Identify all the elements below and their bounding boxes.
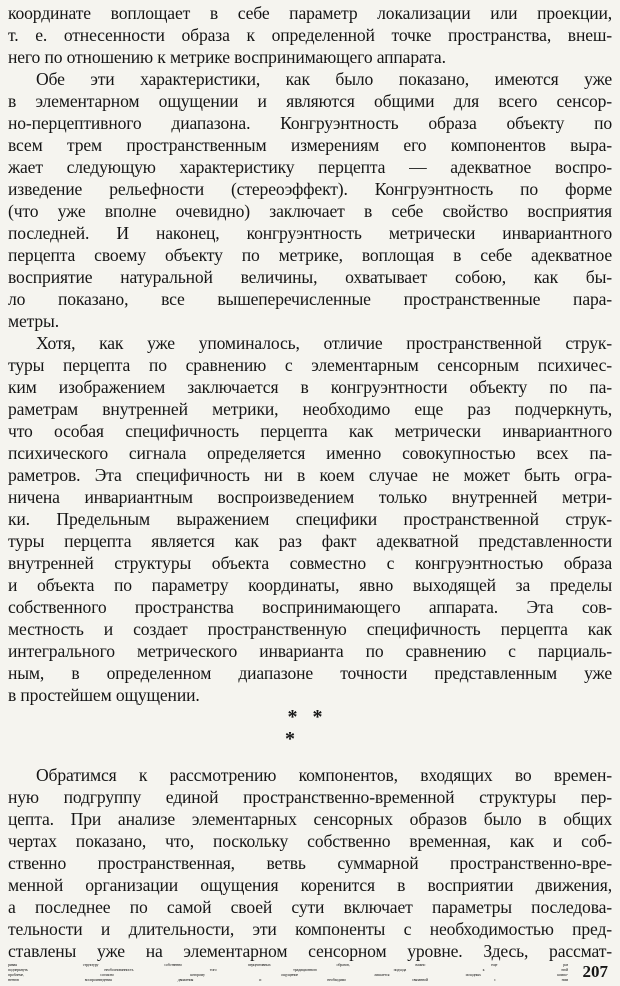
text-line: т. е. отнесенности образа к определенной точке пространства, внеш- [8, 25, 612, 45]
text-line: раметров. Эта специфичность ни в коем случае не может быть огра- [8, 465, 612, 485]
text-line: интегрального метрического инварианта по сравнению с парциаль- [8, 641, 612, 661]
text-line: ную подгруппу единой пространственно-временной структуры пер- [8, 787, 612, 807]
text-line: последней. И наконец, конгруэнтность метрически инвариантного [8, 223, 612, 243]
text-line: местность и создает пространственную специфичность перцепта как [8, 619, 612, 639]
text-line: восприятие натуральной величины, охватывает собою, как бы- [8, 267, 612, 287]
text-line: Хотя, как уже упоминалось, отличие пространственной струк- [36, 333, 612, 353]
text-line: чертах показано, что, поскольку собственно временная, как и соб- [8, 831, 612, 851]
text-line: а последнее по самой своей сути включает параметры последова- [8, 897, 612, 917]
text-line: психического сигнала определяется именно совокупностью всех па- [8, 443, 612, 463]
text-line: ло показано, все вышеперечисленные пространственные пара- [8, 289, 612, 309]
text-line: что особая специфичность перцепта как метрически инвариантного [8, 421, 612, 441]
text-line: ничена инвариантным воспроизведением только внутренней метри- [8, 487, 612, 507]
text-line: собственного пространства воспринимающего аппарата. Эта сов- [8, 597, 612, 617]
text-line: Обратимся к рассмотрению компонентов, входящих во времен- [36, 765, 612, 785]
text-line: тельности и длительности, эти компоненты с необходимостью пред- [8, 919, 612, 939]
text-line: Обе эти характеристики, как было показано, имеются уже [36, 69, 612, 89]
text-line: (что уже вполне очевидно) заключает в себе свойство восприятия [8, 201, 612, 221]
page-number: 207 [582, 962, 608, 981]
text-line: ким изображением заключается в конгруэнтности объекту по па- [8, 377, 612, 397]
text-line: в элементарном ощущении и являются общими для всего сенсор- [8, 91, 612, 111]
text-line: ки. Предельным выражением специфики пространственной струк- [8, 509, 612, 529]
text-line: в простейшем ощущении. [8, 685, 200, 705]
text-line: подчеркнуть необоснованность того традиционного подхода к этой [8, 967, 568, 972]
text-line: внутренней структуры объекта совместно с конгруэнтностью образа [8, 553, 612, 573]
text-line: ривая структуру собственно перцептивных образов, важно еще раз [8, 962, 568, 967]
text-line: ставлены уже на элементарном сенсорном уровне. Здесь, рассмат- [8, 941, 612, 961]
text-line: перцепта своему объекту по метрике, воплощая в себе адекватное [8, 245, 612, 265]
text-line: всем трем пространственным измерениям его компонентов выра- [8, 135, 612, 155]
text-line: жает следующую характеристику перцепта — адекватное воспро- [8, 157, 612, 177]
text-line: раметрам внутренней метрики, необходимо еще раз подчеркнуть, [8, 399, 612, 419]
text-line: изведение рельефности (стереоэффект). Конгруэнтность по форме [8, 179, 612, 199]
text-line: ственно пространственная, ветвь суммарной пространственно-вре- [8, 853, 612, 873]
text-line: нентов воспроизведения движения и необходимо связанной с ним [8, 977, 568, 982]
text-line: него по отношению к метрике воспринимающего аппарата. [8, 47, 446, 67]
text-line: цепта. При анализе элементарных сенсорных образов было в общих [8, 809, 612, 829]
text-line: метры. [8, 311, 59, 331]
text-line: менной организации ощущения коренится в восприятии движения, [8, 875, 612, 895]
section-separator-bottom: * [285, 728, 295, 750]
text-line: и объекта по параметру координаты, явно выходящей за пределы [8, 575, 612, 595]
text-line: ным, в определенном диапазоне точности представленным уже [8, 663, 612, 683]
text-line: туры перцепта является как раз факт адекватной представленности [8, 531, 612, 551]
text-line: но-перцептивного диапазона. Конгруэнтность образа объекту по [8, 113, 612, 133]
text-line: проблеме, согласно которому ощущение лишается исходных компо- [8, 972, 568, 977]
section-separator-top: * * [287, 706, 323, 728]
text-line: координате воплощает в себе параметр локализации или проекции, [8, 3, 612, 23]
text-line: туры перцепта по сравнению с элементарным сенсорным психичес- [8, 355, 612, 375]
